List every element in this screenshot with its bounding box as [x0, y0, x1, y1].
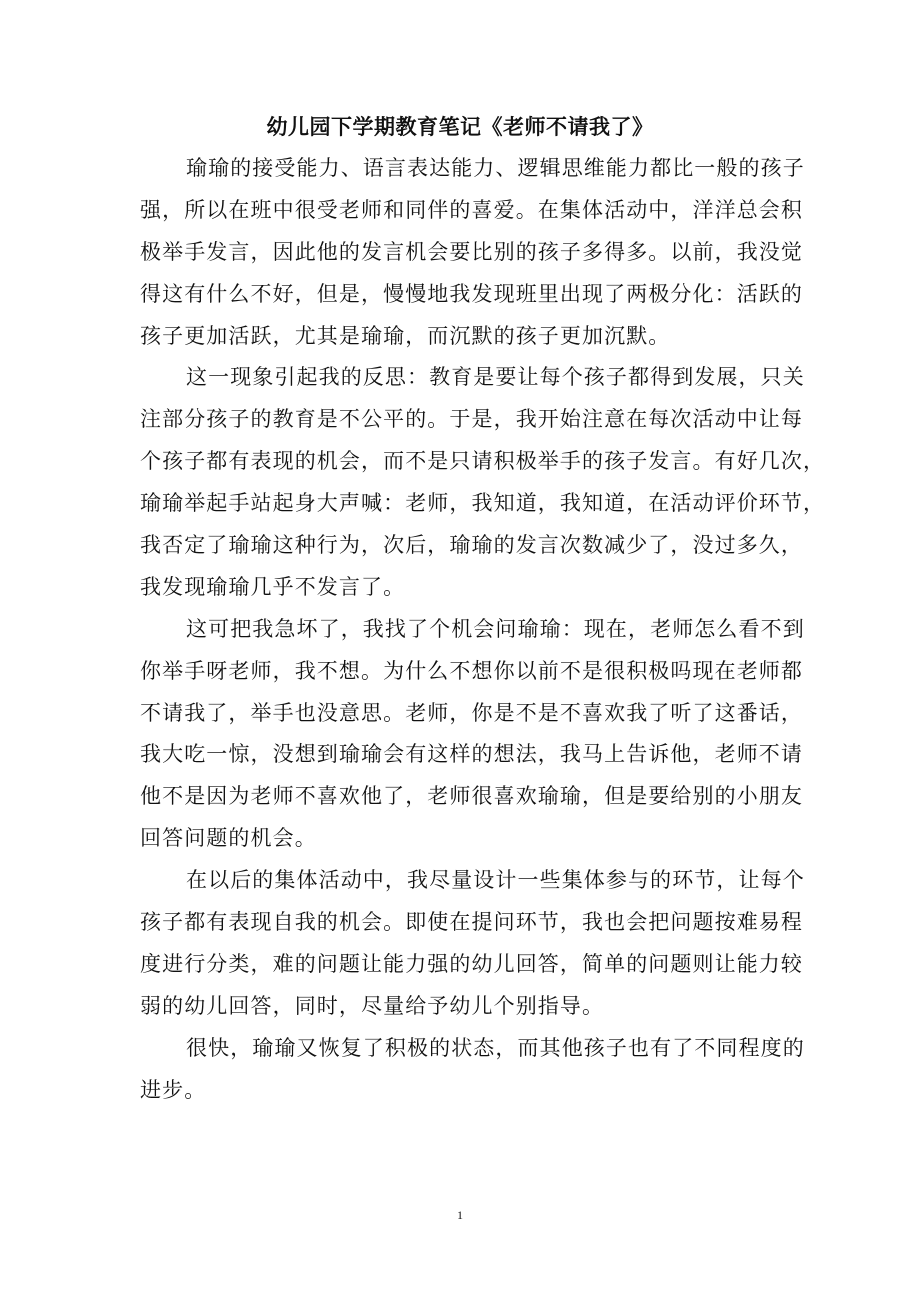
text-line: 极举手发言，因此他的发言机会要比别的孩子多得多。以前，我没觉: [140, 239, 803, 264]
document-title: 幼儿园下学期教育笔记《老师不请我了》: [266, 115, 654, 139]
text-line: 度进行分类，难的问题让能力强的幼儿回答，简单的问题则让能力较: [140, 951, 803, 976]
text-line: 强，所以在班中很受老师和同伴的喜爱。在集体活动中，洋洋总会积: [140, 197, 803, 222]
page-number: 1: [457, 1208, 463, 1222]
text-line: 你举手呀老师，我不想。为什么不想你以前不是很积极吗现在老师都: [140, 658, 803, 683]
text-line: 孩子更加活跃，尤其是瑜瑜，而沉默的孩子更加沉默。: [140, 323, 671, 348]
text-line: 回答问题的机会。: [140, 826, 317, 851]
text-line: 我否定了瑜瑜这种行为，次后，瑜瑜的发言次数减少了，没过多久，: [140, 533, 803, 558]
document-body: [140, 148, 826, 1111]
text-line: 不请我了，举手也没意思。老师，你是不是不喜欢我了听了这番话，: [140, 700, 803, 725]
text-line: 进步。: [140, 1077, 207, 1102]
text-line: 他不是因为老师不喜欢他了，老师很喜欢瑜瑜，但是要给别的小朋友: [140, 784, 803, 809]
text-line: 这可把我急坏了，我找了个机会问瑜瑜：现在，老师怎么看不到: [186, 616, 805, 641]
text-line: 我发现瑜瑜几乎不发言了。: [140, 574, 406, 599]
text-line: 很快，瑜瑜又恢复了积极的状态，而其他孩子也有了不同程度的: [186, 1035, 805, 1060]
text-line: 在以后的集体活动中，我尽量设计一些集体参与的环节，让每个: [186, 868, 805, 893]
text-line: 这一现象引起我的反思：教育是要让每个孩子都得到发展，只关: [186, 365, 805, 390]
text-line: 我大吃一惊，没想到瑜瑜会有这样的想法，我马上告诉他，老师不请: [140, 742, 803, 767]
text-line: 得这有什么不好，但是，慢慢地我发现班里出现了两极分化：活跃的: [140, 281, 803, 306]
text-line: 瑜瑜举起手站起身大声喊：老师，我知道，我知道，在活动评价环节，: [140, 491, 826, 516]
text-line: 注部分孩子的教育是不公平的。于是，我开始注意在每次活动中让每: [140, 407, 803, 432]
text-line: 瑜瑜的接受能力、语言表达能力、逻辑思维能力都比一般的孩子: [186, 156, 805, 180]
text-line: 弱的幼儿回答，同时，尽量给予幼儿个别指导。: [140, 993, 605, 1018]
text-line: 孩子都有表现自我的机会。即使在提问环节，我也会把问题按难易程: [140, 910, 803, 935]
text-line: 个孩子都有表现的机会，而不是只请积极举手的孩子发言。有好几次，: [140, 449, 826, 474]
